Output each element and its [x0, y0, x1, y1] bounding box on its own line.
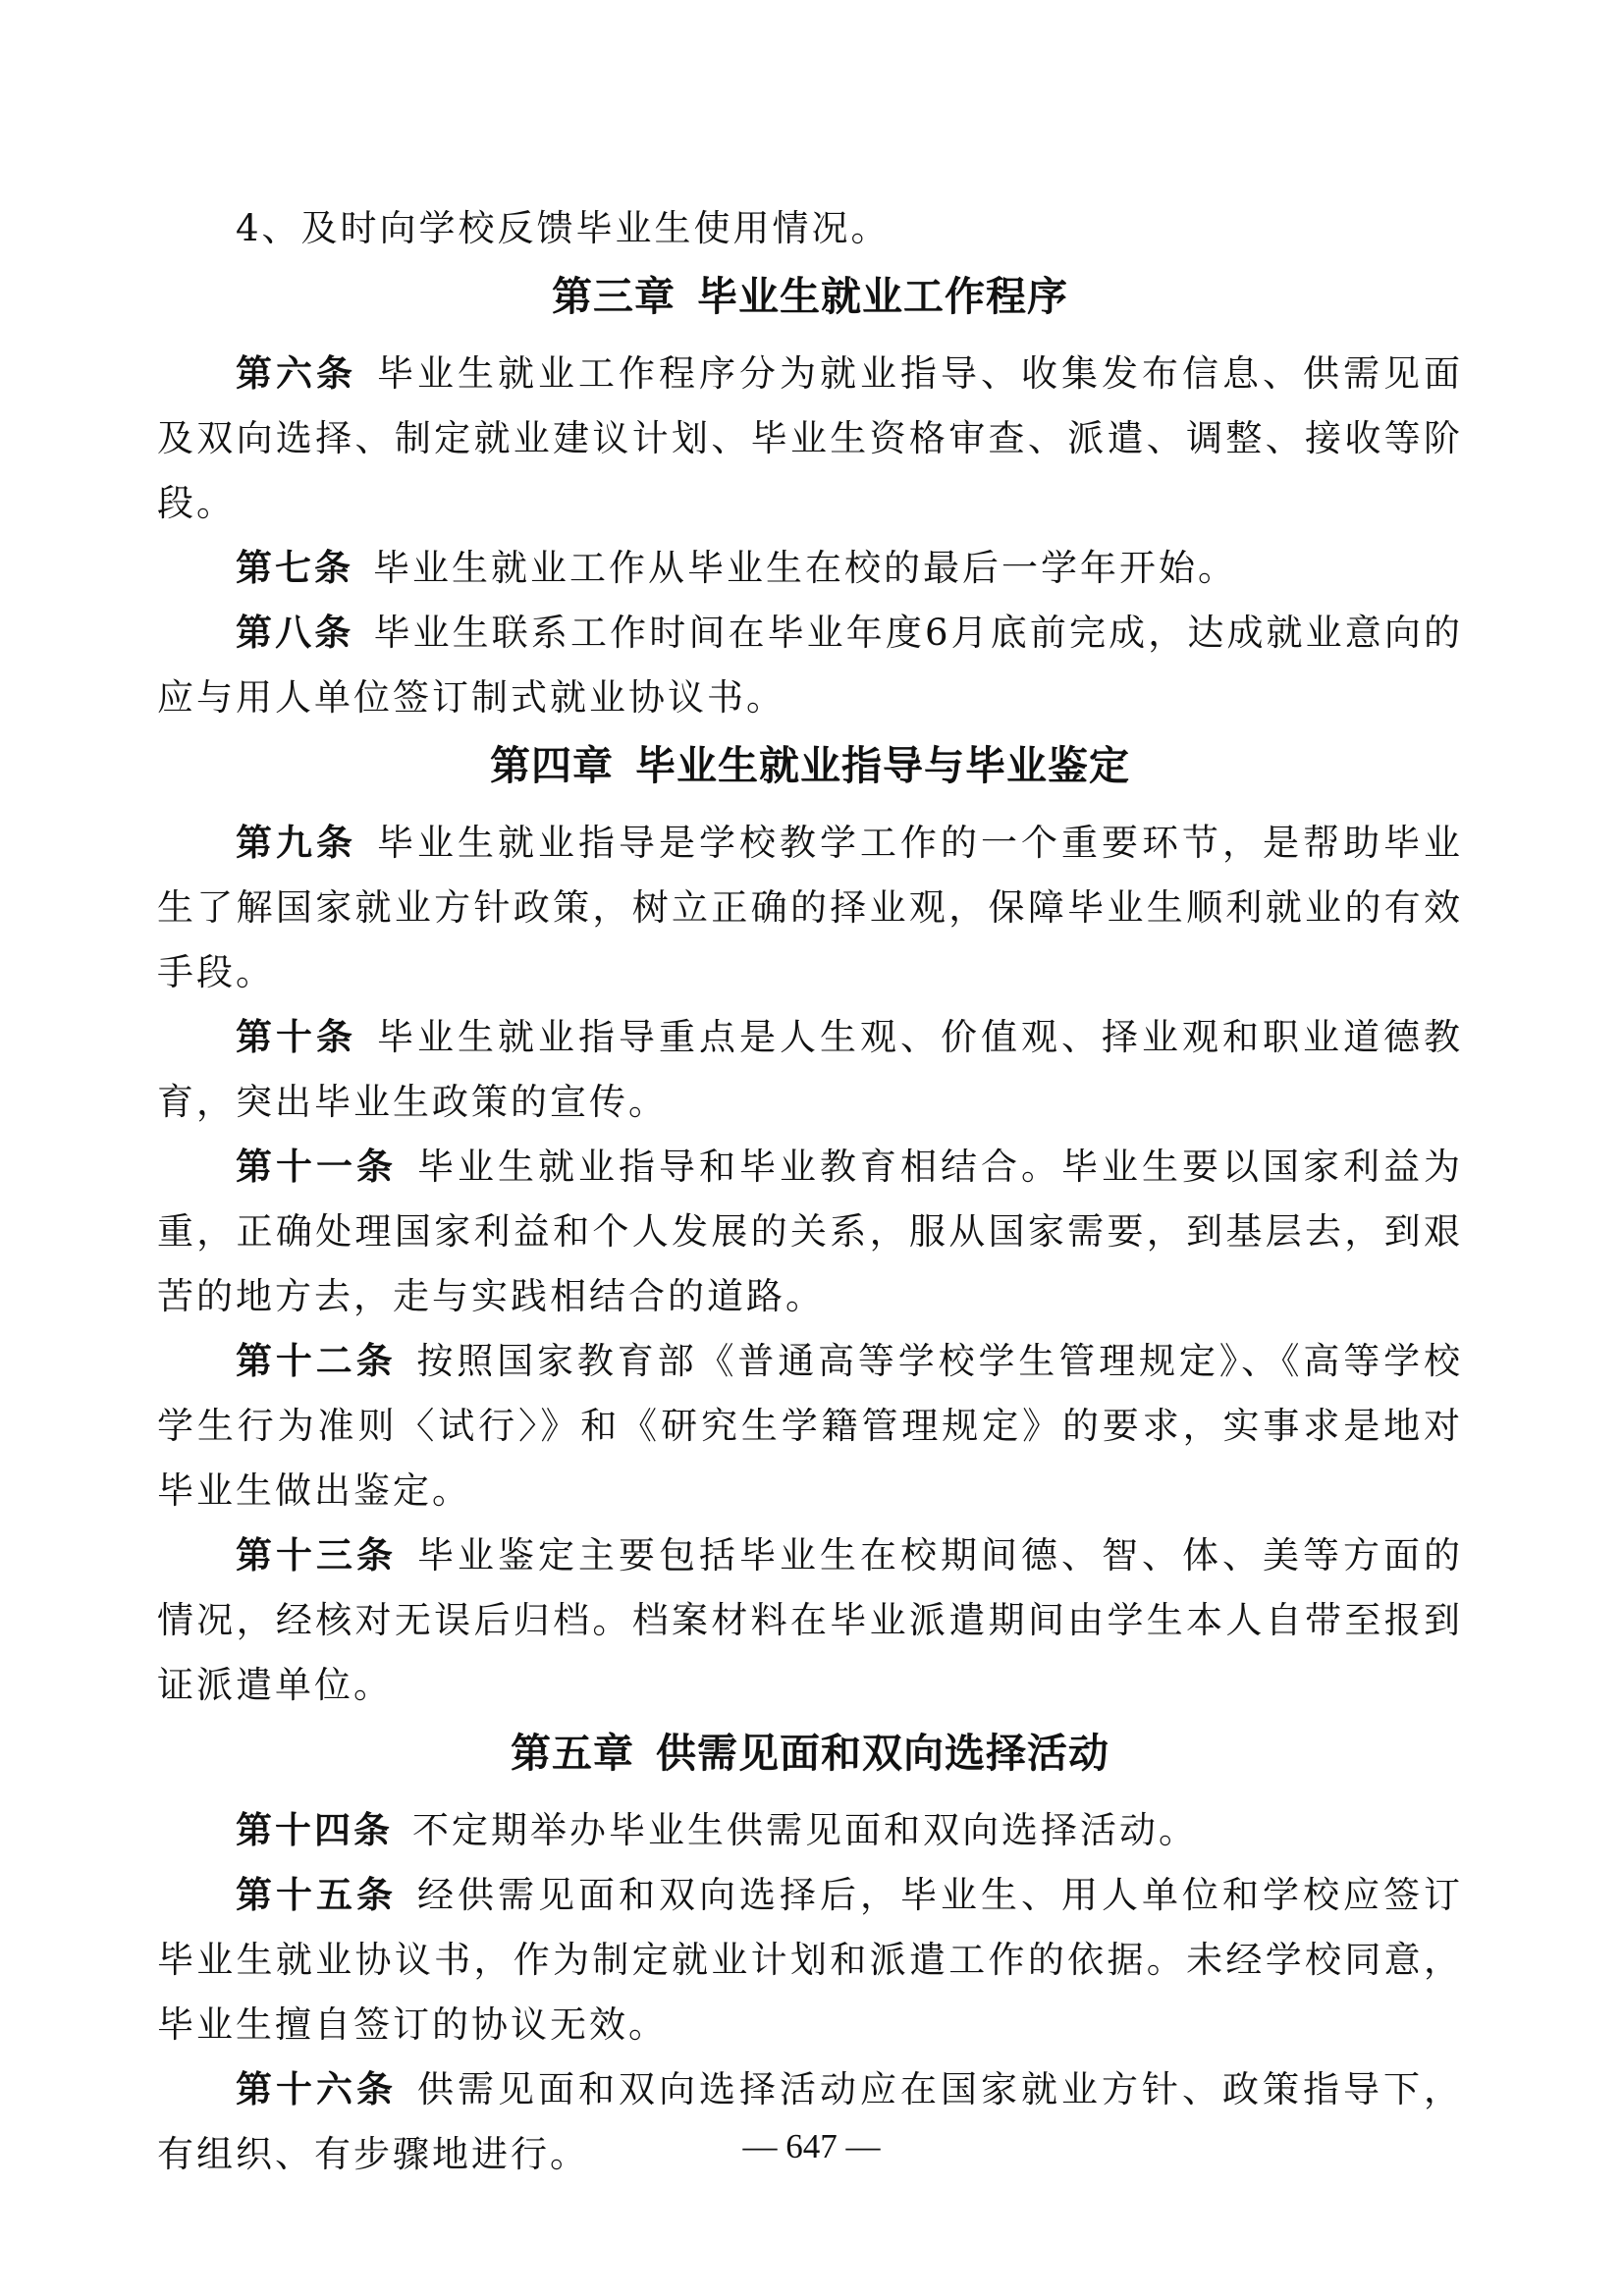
article-text: 毕业生就业指导是学校教学工作的一个重要环节，是帮助毕业生了解国家就业方针政策，树立正确的择业观，保障毕业生顺利就业的有效手段。 — [157, 822, 1463, 993]
chapter-heading — [157, 742, 1463, 789]
page-content — [157, 196, 1463, 2187]
article-label: 第十六条 — [236, 2068, 397, 2110]
article-text: 毕业生就业工作程序分为就业指导、收集发布信息、供需见面及双向选择、制定就业建议计划、毕业生资格审查、派遣、调整、接收等阶段。 — [157, 352, 1463, 524]
article-paragraph — [157, 536, 1463, 601]
article-paragraph — [157, 1329, 1463, 1523]
article-text: 不定期举办毕业生供需见面和双向选择活动。 — [412, 1809, 1198, 1851]
article-paragraph — [157, 342, 1463, 536]
page-number: — 647 — — [742, 2127, 881, 2165]
article-text: 毕业生就业指导重点是人生观、价值观、择业观和职业道德教育，突出毕业生政策的宣传。 — [157, 1016, 1463, 1123]
article-label: 第十三条 — [236, 1534, 397, 1576]
article-text: 毕业生就业指导和毕业教育相结合。毕业生要以国家利益为重，正确处理国家利益和个人发展的关系，服从国家需要，到基层去，到艰苦的地方去，走与实践相结合的道路。 — [157, 1146, 1463, 1317]
article-label: 第十一条 — [236, 1146, 397, 1188]
article-text: 按照国家教育部《普通高等学校学生管理规定》、《高等学校学生行为准则〈试行〉》和《研究生学籍管理规定》的要求，实事求是地对毕业生做出鉴定。 — [157, 1340, 1463, 1512]
article-paragraph — [157, 811, 1463, 1005]
article-paragraph — [157, 601, 1463, 730]
article-text: 经供需见面和双向选择后，毕业生、用人单位和学校应签订毕业生就业协议书，作为制定就业计划和派遣工作的依据。未经学校同意，毕业生擅自签订的协议无效。 — [157, 1874, 1463, 2046]
article-label: 第九条 — [236, 822, 356, 864]
chapter-title: 毕业生就业工作程序 — [697, 273, 1068, 320]
article-label: 第十条 — [236, 1016, 356, 1058]
article-label: 第六条 — [236, 352, 356, 395]
chapter-number: 第五章 — [511, 1730, 634, 1777]
chapter-number: 第四章 — [490, 742, 614, 789]
chapter-heading — [157, 1730, 1463, 1777]
list-item: 4、及时向学校反馈毕业生使用情况。 — [236, 207, 891, 249]
article-paragraph — [157, 1863, 1463, 2057]
article-paragraph — [157, 1005, 1463, 1135]
article-paragraph — [157, 1798, 1463, 1863]
article-label: 第十四条 — [236, 1809, 393, 1851]
chapter-number: 第三章 — [552, 273, 676, 320]
article-label: 第八条 — [236, 612, 354, 654]
article-label: 第七条 — [236, 547, 353, 589]
chapter-title: 毕业生就业指导与毕业鉴定 — [635, 742, 1130, 789]
chapter-heading — [157, 273, 1463, 320]
article-label: 第十五条 — [236, 1874, 397, 1916]
article-paragraph — [157, 1135, 1463, 1329]
article-paragraph — [157, 1523, 1463, 1718]
article-text: 毕业鉴定主要包括毕业生在校期间德、智、体、美等方面的情况，经核对无误后归档。档案材料在毕业派遣期间由学生本人自带至报到证派遣单位。 — [157, 1534, 1463, 1706]
article-text: 毕业生联系工作时间在毕业年度6月底前完成，达成就业意向的应与用人单位签订制式就业协议书。 — [157, 612, 1464, 719]
article-text: 毕业生就业工作从毕业生在校的最后一学年开始。 — [373, 547, 1237, 589]
article-text: 供需见面和双向选择活动应在国家就业方针、政策指导下，有组织、有步骤地进行。 — [157, 2068, 1463, 2175]
chapter-title: 供需见面和双向选择活动 — [656, 1730, 1109, 1777]
article-label: 第十二条 — [236, 1340, 397, 1382]
